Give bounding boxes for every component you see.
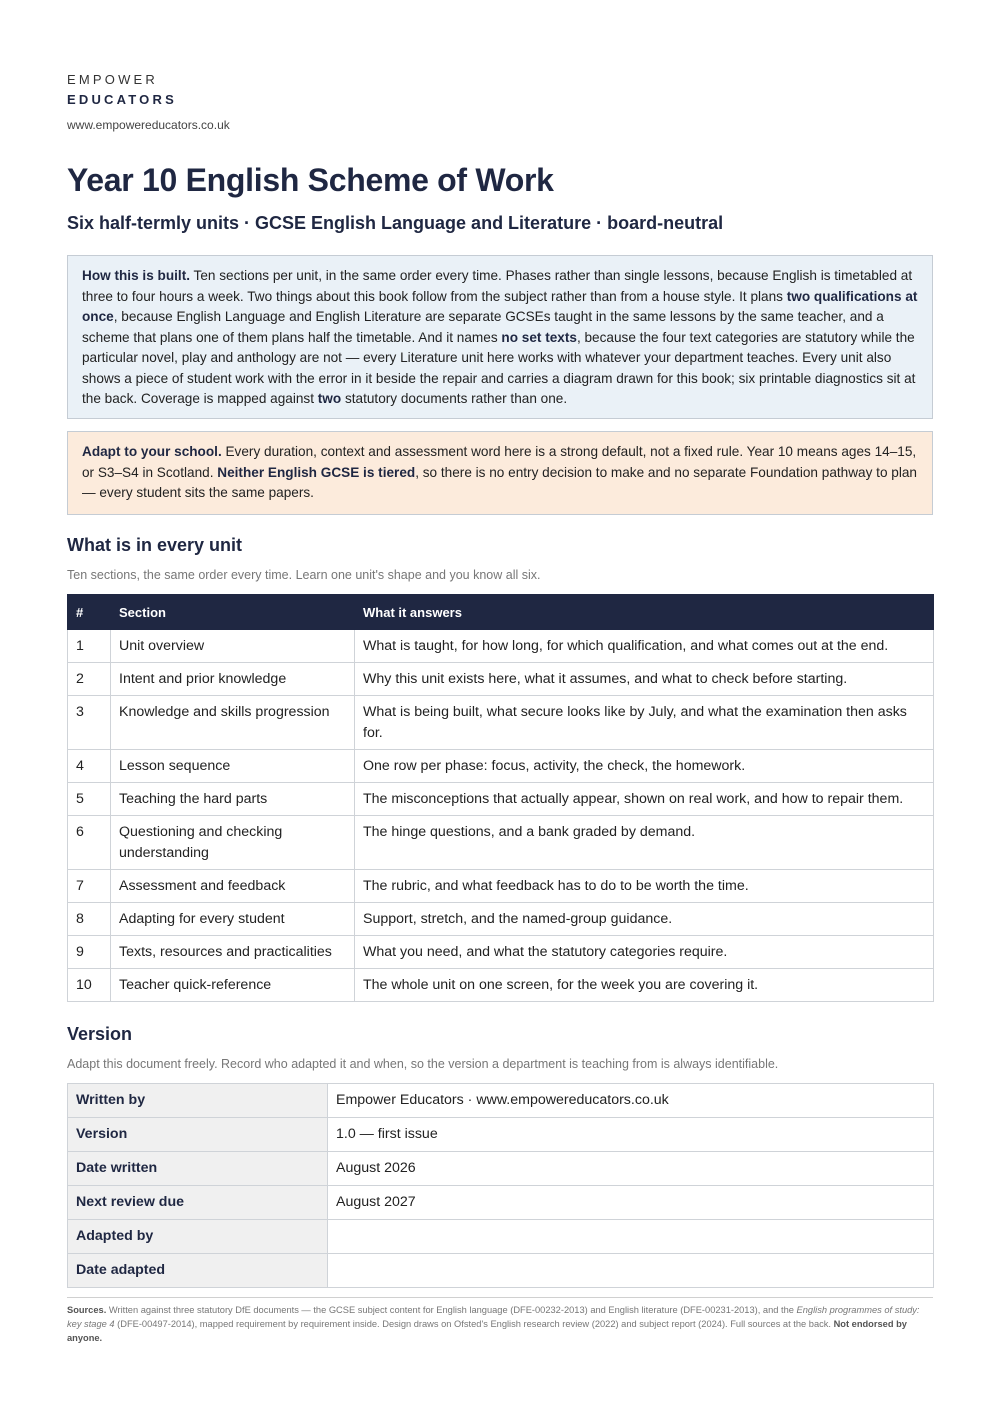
row-answer: What is taught, for how long, for which qualification, and what comes out at the end. (355, 630, 934, 663)
sources-bold: Not endorsed by anyone. (67, 1319, 907, 1343)
version-heading: Version (67, 1024, 133, 1044)
version-value[interactable]: August 2027 (328, 1186, 934, 1220)
intro-text-3: , because the four text categories are statutory while the particular novel, play and anthology are not — every Literature unit here works with whatever your department teaches. Every unit also shows a piece of student work with the error in it beside the repair and carries a diagram drawn for this book; six printable diagnostics sit at the back. Coverage is mapped against (82, 329, 916, 406)
row-answer: Why this unit exists here, what it assumes, and what to check before starting. (355, 663, 934, 696)
row-section: Lesson sequence (111, 750, 355, 783)
table-row (68, 936, 934, 969)
table-row (68, 630, 934, 663)
brand-line-1: EMPOWER (67, 72, 159, 87)
row-answer: The misconceptions that actually appear, shown on real work, and how to repair them. (355, 783, 934, 816)
sources-text-1: Written against three statutory DfE documents — the GCSE subject content for English language (DFE-00232-2013) and English literature (DFE-00231-2013), and the (106, 1305, 797, 1315)
page-title: Year 10 English Scheme of Work (67, 162, 554, 198)
version-value[interactable]: August 2026 (328, 1152, 934, 1186)
row-number: 5 (68, 783, 111, 816)
version-key: Written by (68, 1084, 328, 1118)
sources-lead: Sources. (67, 1305, 107, 1315)
row-number: 9 (68, 936, 111, 969)
units-col-number: # (68, 595, 111, 630)
row-answer: What you need, and what the statutory categories require. (355, 936, 934, 969)
adapt-text-2: , so there is no entry decision to make and no separate Foundation pathway to plan — every student sits the same papers. (82, 464, 917, 500)
adapt-text-1: Every duration, context and assessment word here is a strong default, not a fixed rule. Year 10 means ages 14–15, or S3–S4 in Scotland. (82, 444, 917, 480)
intro-callout (67, 255, 933, 419)
intro-text-1: Ten sections per unit, in the same order every time. Phases rather than single lessons, because English is timetabled at three to four hours a week. Two things about this book follow from the subject rather than from a house style. It plans (82, 268, 913, 304)
brand-url: www.empowereducators.co.uk (67, 118, 230, 132)
version-table (67, 1083, 934, 1288)
row-number: 10 (68, 969, 111, 1002)
version-key: Next review due (68, 1186, 328, 1220)
sources-text-2: (DFE-00497-2014), mapped requirement by requirement inside. Design draws on Ofsted's English research review (2022) and subject report (2024). Full sources at the back. (114, 1319, 834, 1329)
row-number: 8 (68, 903, 111, 936)
table-row (68, 1084, 934, 1118)
brand-logo (67, 70, 177, 110)
intro-bold-3: two (317, 391, 342, 406)
row-section: Knowledge and skills progression (111, 696, 355, 750)
row-section: Texts, resources and practicalities (111, 936, 355, 969)
row-answer: The whole unit on one screen, for the week you are covering it. (355, 969, 934, 1002)
sources-italic: English programmes of study: key stage 4 (67, 1305, 920, 1329)
row-answer: The rubric, and what feedback has to do to be worth the time. (355, 870, 934, 903)
version-note: Adapt this document freely. Record who adapted it and when, so the version a department is teaching from is always identifiable. (67, 1057, 779, 1071)
version-key: Version (68, 1118, 328, 1152)
table-row (68, 750, 934, 783)
intro-text-2: , because English Language and English Literature are separate GCSEs taught in the same lessons by the same teacher, and a scheme that plans one of them plans half the timetable. And it names (82, 309, 884, 345)
brand-line-2: EDUCATORS (67, 92, 177, 107)
adapt-bold-1: Neither English GCSE is tiered (217, 464, 416, 480)
table-row (68, 696, 934, 750)
table-row (68, 1118, 934, 1152)
units-heading: What is in every unit (67, 535, 243, 555)
row-section: Teacher quick-reference (111, 969, 355, 1002)
units-col-section: Section (111, 595, 355, 630)
table-row (68, 1186, 934, 1220)
row-section: Unit overview (111, 630, 355, 663)
row-section: Intent and prior knowledge (111, 663, 355, 696)
adapt-callout (67, 431, 933, 515)
row-section: Assessment and feedback (111, 870, 355, 903)
units-note: Ten sections, the same order every time. Learn one unit's shape and you know all six. (67, 568, 541, 582)
page-subtitle: Six half-termly units · GCSE English Language and Literature · board-neutral (67, 213, 724, 233)
table-row (68, 783, 934, 816)
table-row (68, 1254, 934, 1288)
sources-footnote (67, 1303, 933, 1345)
row-answer: What is being built, what secure looks like by July, and what the examination then asks for. (355, 696, 934, 750)
row-section: Questioning and checking understanding (111, 816, 355, 870)
table-row (68, 870, 934, 903)
table-row (68, 969, 934, 1002)
table-row (68, 663, 934, 696)
row-answer: The hinge questions, and a bank graded by demand. (355, 816, 934, 870)
intro-bold-2: no set texts (501, 329, 577, 345)
intro-lead: How this is built. (82, 268, 190, 283)
intro-text-4: statutory documents rather than one. (341, 391, 568, 406)
version-value[interactable]: 1.0 — first issue (328, 1118, 934, 1152)
table-row (68, 1220, 934, 1254)
units-table (67, 594, 934, 1002)
row-number: 6 (68, 816, 111, 870)
row-number: 4 (68, 750, 111, 783)
version-key: Date written (68, 1152, 328, 1186)
version-value[interactable] (328, 1254, 934, 1288)
units-col-answers: What it answers (355, 595, 934, 630)
footer-divider (67, 1297, 933, 1298)
version-key: Adapted by (68, 1220, 328, 1254)
version-value[interactable] (328, 1220, 934, 1254)
row-number: 3 (68, 696, 111, 750)
table-row (68, 816, 934, 870)
row-answer: Support, stretch, and the named-group guidance. (355, 903, 934, 936)
intro-bold-1: two qualifications at once (82, 288, 918, 324)
table-row (68, 1152, 934, 1186)
version-value[interactable]: Empower Educators · www.empowereducators.co.uk (328, 1084, 934, 1118)
row-section: Teaching the hard parts (111, 783, 355, 816)
row-section: Adapting for every student (111, 903, 355, 936)
row-number: 1 (68, 630, 111, 663)
row-answer: One row per phase: focus, activity, the check, the homework. (355, 750, 934, 783)
adapt-lead: Adapt to your school. (82, 444, 222, 459)
row-number: 7 (68, 870, 111, 903)
version-key: Date adapted (68, 1254, 328, 1288)
table-row (68, 903, 934, 936)
units-table-header-row (68, 595, 934, 630)
row-number: 2 (68, 663, 111, 696)
